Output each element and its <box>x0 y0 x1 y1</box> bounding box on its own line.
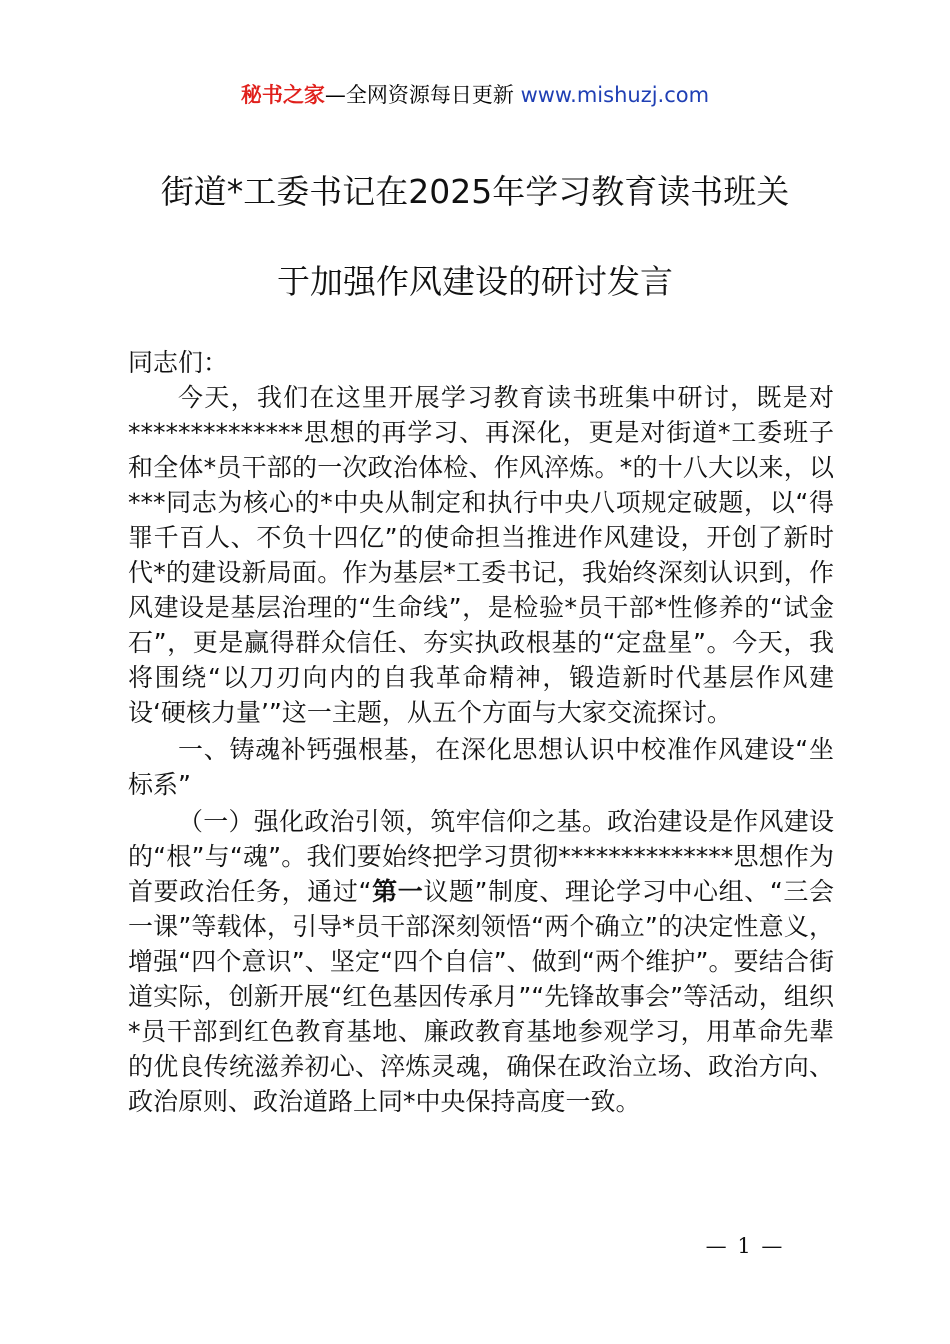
subsection-paragraph-1 <box>128 804 834 1119</box>
salutation: 同志们： <box>128 348 229 377</box>
document-body <box>128 345 834 1119</box>
document-title-line-2: 于加强作风建设的研讨发言 <box>277 262 673 301</box>
paragraph-text-part-b: 议题”制度、理论学习中心组、“三会一课”等载体，引导*员干部深刻领悟“两个确立”的决定性意义，增强“四个意识”、坚定“四个自信”、做到“两个维护”。要结合街道实际，创新开展“红色基因传承月”“先锋故事会”等活动，组织*员干部到红色教育基地、廉政教育基地参观学习，用革命先辈的优良传统滋养初心、淬炼灵魂，确保在政治立场、政治方向、政治原则、政治道路上同*中央保持高度一致。 <box>128 877 835 1116</box>
document-title-line-1: 街道*工委书记在2025年学习教育读书班关 <box>160 172 790 211</box>
section-heading-1: 一、铸魂补钙强根基，在深化思想认识中校准作风建设“坐标系” <box>128 735 834 799</box>
paragraph-bold-text: 第一 <box>371 877 424 906</box>
intro-paragraph: 今天，我们在这里开展学习教育读书班集中研讨，既是对**************思想的再学习、再深化，更是对街道*工委班子和全体*员干部的一次政治体检、作风淬炼。*的十八大以来，以***同志为核心的*中央从制定和执行中央八项规定破题，以“得罪千百人、不负十四亿”的使命担当推进作风建设，开创了新时代*的建设新局面。作为基层*工委书记，我始终深刻认识到，作风建设是基层治理的“生命线”，是检验*员干部*性修养的“试金石”，更是赢得群众信任、夯实执政根基的“定盘星”。今天，我将围绕“以刀刃向内的自我革命精神，锻造新时代基层作风建设‘硬核力量’”这一主题，从五个方面与大家交流探讨。 <box>128 383 834 727</box>
site-header <box>0 80 950 110</box>
site-url[interactable]: www.mishuzj.com <box>520 83 710 107</box>
page-number: — 1 — <box>705 1234 785 1258</box>
paragraph-text-part-a: （一）强化政治引领，筑牢信仰之基。政治建设是作风建设的“根”与“魂”。我们要始终把学习贯彻**************思想作为首要政治任务，通过“ <box>128 807 834 906</box>
header-tagline: —全网资源每日更新 <box>324 83 514 107</box>
brand-name: 秘书之家 <box>240 83 325 107</box>
